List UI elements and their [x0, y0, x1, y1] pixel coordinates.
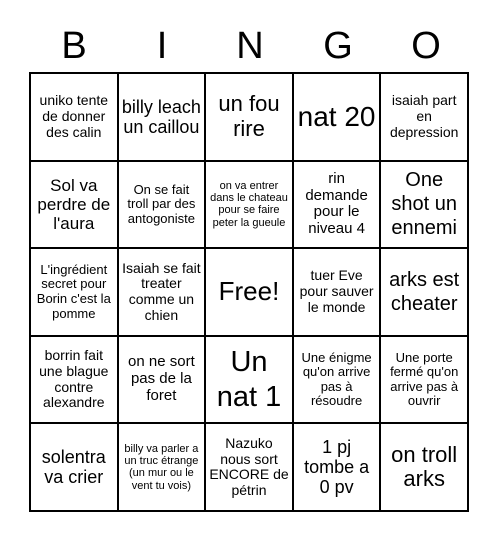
- cell-text: arks est cheater: [389, 268, 460, 315]
- cell-text: on va entrer dans le chateau pour se faire peter la gueule: [210, 179, 288, 229]
- cell-text: nat 20: [297, 101, 376, 133]
- bingo-cell[interactable]: [118, 423, 206, 511]
- bingo-cell[interactable]: [118, 73, 206, 161]
- cell-text: L'ingrédient secret pour Borin c'est la pomme: [36, 261, 111, 321]
- bingo-cell[interactable]: [30, 73, 118, 161]
- cell-text: borrin fait une blague contre alexandre: [39, 347, 109, 411]
- bingo-cell[interactable]: [205, 423, 293, 511]
- cell-text: solentra va crier: [41, 447, 106, 488]
- header-letter-g: G: [323, 24, 353, 67]
- header-letter-o: O: [411, 24, 441, 67]
- cell-text: Une porte fermé qu'on arrive pas à ouvrir: [390, 349, 459, 409]
- bingo-cell[interactable]: [380, 423, 468, 511]
- free-space-cell[interactable]: [205, 248, 293, 336]
- bingo-cell[interactable]: [205, 336, 293, 424]
- cell-text: One shot un ennemi: [391, 169, 457, 240]
- cell-text: on troll arks: [391, 441, 458, 492]
- cell-text: On se fait troll par des antogoniste: [127, 181, 196, 226]
- cell-text: tuer Eve pour sauver le monde: [299, 267, 374, 315]
- bingo-cell[interactable]: [118, 248, 206, 336]
- bingo-cell[interactable]: [380, 73, 468, 161]
- header-letter-i: I: [156, 24, 168, 67]
- cell-text: Nazuko nous sort ENCORE de pétrin: [209, 434, 289, 498]
- bingo-cell[interactable]: [205, 161, 293, 249]
- header-letter-n: N: [236, 24, 264, 67]
- bingo-cell[interactable]: [205, 73, 293, 161]
- cell-text: Une énigme qu'on arrive pas à résoudre: [301, 349, 372, 409]
- cell-text: Sol va perdre de l'aura: [37, 175, 111, 233]
- cell-text: rin demande pour le niveau 4: [305, 169, 368, 238]
- bingo-cell[interactable]: [30, 248, 118, 336]
- cell-text: isaiah part en depression: [389, 92, 459, 140]
- bingo-cell[interactable]: [380, 336, 468, 424]
- bingo-header: [30, 20, 470, 72]
- cell-text: Isaiah se fait treater comme un chien: [122, 259, 201, 323]
- cell-text: uniko tente de donner des calin: [39, 92, 109, 140]
- bingo-cell[interactable]: [293, 248, 381, 336]
- bingo-cell[interactable]: [30, 423, 118, 511]
- cell-text: un fou rire: [218, 91, 280, 141]
- bingo-cell[interactable]: [118, 161, 206, 249]
- cell-text: billy leach un caillou: [121, 96, 201, 137]
- cell-text: Un nat 1: [216, 345, 282, 413]
- header-letter-b: B: [61, 24, 87, 67]
- bingo-cell[interactable]: [30, 161, 118, 249]
- bingo-grid: [29, 72, 469, 512]
- bingo-cell[interactable]: [293, 336, 381, 424]
- bingo-cell[interactable]: [30, 336, 118, 424]
- bingo-cell[interactable]: [293, 73, 381, 161]
- bingo-cell[interactable]: [293, 423, 381, 511]
- cell-text: billy va parler a un truc étrange (un mur ou le vent tu vois): [124, 442, 199, 492]
- cell-text: on ne sort pas de la foret: [128, 353, 195, 404]
- cell-text: 1 pj tombe a 0 pv: [304, 436, 370, 498]
- bingo-cell[interactable]: [118, 336, 206, 424]
- bingo-cell[interactable]: [380, 248, 468, 336]
- cell-text: Free!: [218, 276, 280, 307]
- bingo-cell[interactable]: [380, 161, 468, 249]
- bingo-cell[interactable]: [293, 161, 381, 249]
